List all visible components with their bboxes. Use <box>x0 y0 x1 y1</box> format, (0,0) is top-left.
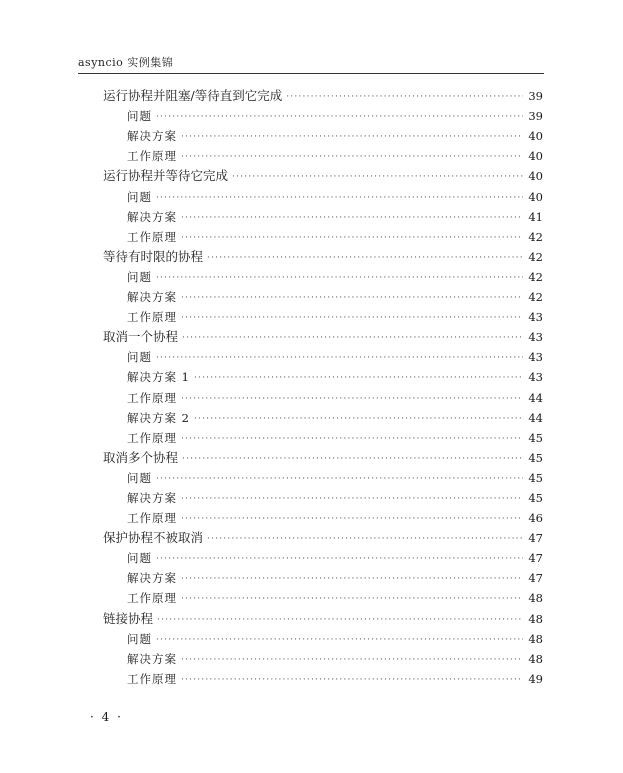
toc-dot-leader <box>181 671 523 689</box>
toc-entry[interactable] <box>103 347 543 367</box>
toc-entry[interactable] <box>103 207 543 227</box>
toc-dot-leader <box>181 309 523 327</box>
toc-entry[interactable] <box>103 267 543 287</box>
toc-entry[interactable] <box>103 528 543 548</box>
toc-dot-leader <box>182 450 523 468</box>
toc-entry[interactable] <box>103 468 543 488</box>
toc-entry-page: 49 <box>528 671 543 686</box>
toc-entry[interactable] <box>103 227 543 247</box>
toc-entry-title: 问题 <box>127 551 152 566</box>
toc-entry[interactable] <box>103 629 543 649</box>
toc-dot-leader <box>157 611 523 629</box>
toc-entry-page: 44 <box>528 390 543 405</box>
toc-dot-leader <box>181 209 523 227</box>
toc-entry-title: 运行协程并阻塞/等待直到它完成 <box>103 88 283 104</box>
toc-entry[interactable] <box>103 146 543 166</box>
header-rule <box>78 73 544 74</box>
toc-dot-leader <box>181 430 523 448</box>
table-of-contents <box>103 86 543 689</box>
toc-entry-page: 45 <box>528 470 543 485</box>
toc-entry-title: 工作原理 <box>127 149 177 164</box>
toc-entry-page: 45 <box>528 490 543 505</box>
toc-entry[interactable] <box>103 568 543 588</box>
toc-entry-page: 46 <box>528 511 543 526</box>
toc-entry[interactable] <box>103 428 543 448</box>
toc-entry-title: 等待有时限的协程 <box>103 248 204 264</box>
toc-entry-title: 问题 <box>127 350 152 365</box>
toc-entry-page: 40 <box>528 169 543 184</box>
toc-dot-leader <box>156 470 523 488</box>
toc-entry-title: 工作原理 <box>127 310 177 325</box>
toc-entry[interactable] <box>103 488 543 508</box>
toc-entry[interactable] <box>103 126 543 146</box>
toc-entry-page: 45 <box>528 450 543 465</box>
toc-entry-title: 解决方案 <box>127 290 177 305</box>
toc-entry-title: 链接协程 <box>103 610 154 626</box>
toc-entry-page: 48 <box>528 631 543 646</box>
toc-dot-leader <box>181 390 523 408</box>
toc-dot-leader <box>156 108 523 126</box>
toc-entry-title: 工作原理 <box>127 229 177 244</box>
page-number: · 4 · <box>90 710 123 724</box>
toc-entry-page: 41 <box>528 209 543 224</box>
toc-dot-leader <box>181 570 523 588</box>
toc-entry[interactable] <box>103 649 543 669</box>
toc-entry-title: 取消一个协程 <box>103 329 179 345</box>
toc-entry-page: 44 <box>528 410 543 425</box>
toc-entry-page: 48 <box>528 651 543 666</box>
toc-entry-title: 运行协程并等待它完成 <box>103 168 229 184</box>
toc-dot-leader <box>181 490 523 508</box>
toc-entry[interactable] <box>103 186 543 206</box>
toc-entry-page: 48 <box>528 611 543 626</box>
toc-entry-page: 40 <box>528 189 543 204</box>
toc-entry-title: 问题 <box>127 189 152 204</box>
toc-entry-title: 工作原理 <box>127 511 177 526</box>
running-header: asyncio 实例集锦 <box>78 56 174 69</box>
toc-entry-title: 工作原理 <box>127 591 177 606</box>
toc-entry-title: 解决方案 <box>127 129 177 144</box>
toc-dot-leader <box>156 349 523 367</box>
toc-entry-title: 问题 <box>127 631 152 646</box>
toc-entry[interactable] <box>103 287 543 307</box>
toc-entry[interactable] <box>103 247 543 267</box>
toc-entry-page: 47 <box>528 551 543 566</box>
toc-entry[interactable] <box>103 669 543 689</box>
toc-entry-page: 43 <box>528 310 543 325</box>
toc-entry[interactable] <box>103 166 543 186</box>
toc-entry-title: 解决方案 <box>127 571 177 586</box>
toc-entry-page: 42 <box>528 290 543 305</box>
toc-entry-page: 45 <box>528 430 543 445</box>
toc-entry-title: 工作原理 <box>127 430 177 445</box>
toc-dot-leader <box>156 631 523 649</box>
toc-entry-page: 39 <box>528 89 543 104</box>
toc-entry[interactable] <box>103 367 543 387</box>
toc-entry-title: 问题 <box>127 470 152 485</box>
toc-dot-leader <box>156 189 523 207</box>
toc-dot-leader <box>207 530 523 548</box>
toc-entry[interactable] <box>103 86 543 106</box>
toc-entry[interactable] <box>103 387 543 407</box>
toc-entry-title: 取消多个协程 <box>103 449 179 465</box>
toc-dot-leader <box>156 269 523 287</box>
toc-dot-leader <box>181 148 523 166</box>
toc-entry-page: 40 <box>528 149 543 164</box>
toc-entry-title: 问题 <box>127 109 152 124</box>
toc-dot-leader <box>181 289 523 307</box>
toc-entry-title: 解决方案 <box>127 490 177 505</box>
toc-entry-title: 工作原理 <box>127 671 177 686</box>
toc-entry-page: 47 <box>528 531 543 546</box>
toc-entry-page: 48 <box>528 591 543 606</box>
toc-entry-page: 42 <box>528 229 543 244</box>
toc-dot-leader <box>182 329 523 347</box>
toc-dot-leader <box>286 88 523 106</box>
toc-dot-leader <box>181 510 523 528</box>
toc-entry-title: 解决方案 <box>127 209 177 224</box>
toc-dot-leader <box>181 128 523 146</box>
toc-entry-title: 解决方案 <box>127 651 177 666</box>
toc-entry[interactable] <box>103 327 543 347</box>
toc-entry-page: 43 <box>528 350 543 365</box>
toc-entry-title: 解决方案 1 <box>127 370 190 385</box>
toc-entry-page: 42 <box>528 269 543 284</box>
toc-entry-page: 47 <box>528 571 543 586</box>
toc-entry-title: 保护协程不被取消 <box>103 530 204 546</box>
toc-dot-leader <box>181 651 523 669</box>
toc-dot-leader <box>194 410 523 428</box>
toc-entry[interactable] <box>103 548 543 568</box>
toc-entry-title: 工作原理 <box>127 390 177 405</box>
toc-entry[interactable] <box>103 608 543 628</box>
toc-dot-leader <box>232 168 523 186</box>
toc-dot-leader <box>181 590 523 608</box>
toc-dot-leader <box>156 550 523 568</box>
toc-entry-title: 解决方案 2 <box>127 410 190 425</box>
toc-entry-page: 43 <box>528 330 543 345</box>
toc-dot-leader <box>207 249 523 267</box>
toc-dot-leader <box>181 229 523 247</box>
toc-entry[interactable] <box>103 508 543 528</box>
toc-entry[interactable] <box>103 448 543 468</box>
toc-dot-leader <box>194 369 523 387</box>
toc-entry-page: 40 <box>528 129 543 144</box>
toc-entry[interactable] <box>103 307 543 327</box>
toc-entry-page: 43 <box>528 370 543 385</box>
toc-entry-title: 问题 <box>127 269 152 284</box>
toc-entry[interactable] <box>103 588 543 608</box>
toc-entry-page: 42 <box>528 249 543 264</box>
toc-entry[interactable] <box>103 408 543 428</box>
toc-entry[interactable] <box>103 106 543 126</box>
toc-entry-page: 39 <box>528 109 543 124</box>
